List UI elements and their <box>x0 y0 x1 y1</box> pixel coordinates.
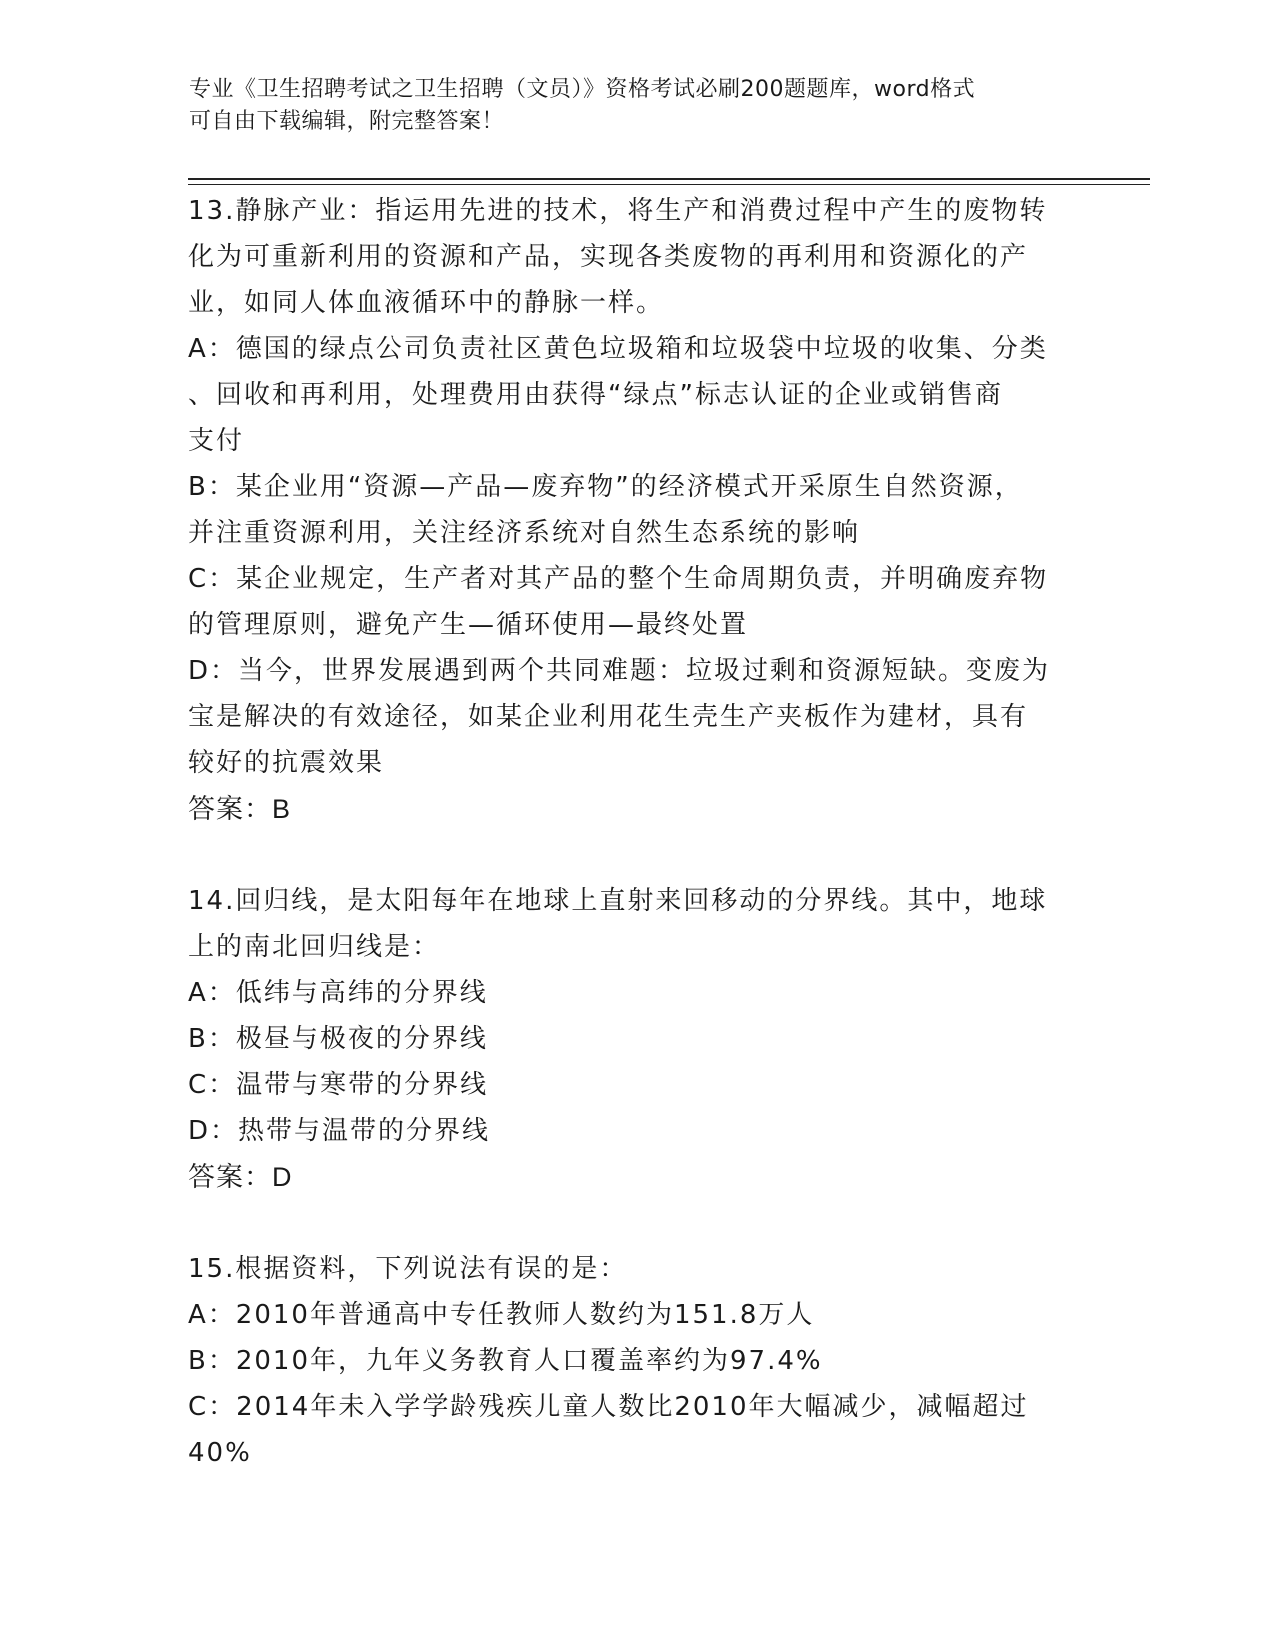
question-stem-line: 13.静脉产业：指运用先进的技术，将生产和消费过程中产生的废物转 <box>188 196 1048 226</box>
question-stem-line: 上的南北回归线是： <box>188 932 441 962</box>
option-line: 40% <box>188 1438 252 1468</box>
question-13 <box>188 188 1088 832</box>
option-line: B：某企业用“资源—产品—废弃物”的经济模式开采原生自然资源， <box>188 472 1023 502</box>
option-line: 宝是解决的有效途径，如某企业利用花生壳生产夹板作为建材，具有 <box>188 702 1029 732</box>
option-line: C：2014年未入学学龄残疾儿童人数比2010年大幅减少，减幅超过 <box>188 1392 1029 1422</box>
option-line: 、回收和再利用，处理费用由获得“绿点”标志认证的企业或销售商 <box>188 380 1003 410</box>
option-b <box>188 464 1088 556</box>
option-line: 较好的抗震效果 <box>188 748 385 778</box>
option-a: A：2010年普通高中专任教师人数约为151.8万人 <box>188 1300 815 1330</box>
question-spacer <box>188 1200 1088 1246</box>
option-line: 并注重资源利用，关注经济系统对自然生态系统的影响 <box>188 518 861 548</box>
page-header <box>189 74 1089 138</box>
question-15 <box>188 1246 1088 1476</box>
header-line-1: 专业《卫生招聘考试之卫生招聘（文员）》资格考试必刷200题题库，word格式 <box>189 77 976 102</box>
question-list <box>188 188 1088 1476</box>
question-stem-line: 业，如同人体血液循环中的静脉一样。 <box>188 288 665 318</box>
option-a <box>188 326 1088 464</box>
option-c: C：温带与寒带的分界线 <box>188 1070 489 1100</box>
question-stem-line: 化为可重新利用的资源和产品，实现各类废物的再利用和资源化的产 <box>188 242 1029 272</box>
question-stem-line: 14.回归线，是太阳每年在地球上直射来回移动的分界线。其中，地球 <box>188 886 1048 916</box>
question-spacer <box>188 832 1088 878</box>
option-line: C：某企业规定，生产者对其产品的整个生命周期负责，并明确废弃物 <box>188 564 1049 594</box>
option-c <box>188 556 1088 648</box>
question-stem-line: 15.根据资料，下列说法有误的是： <box>188 1254 628 1284</box>
header-line-2: 可自由下载编辑，附完整答案！ <box>189 109 505 134</box>
question-14 <box>188 878 1088 1200</box>
header-divider-thin <box>188 184 1150 185</box>
option-d: D：热带与温带的分界线 <box>188 1116 491 1146</box>
option-line: 的管理原则，避免产生—循环使用—最终处置 <box>188 610 749 640</box>
option-line: A：德国的绿点公司负责社区黄色垃圾箱和垃圾袋中垃圾的收集、分类 <box>188 334 1048 364</box>
answer-label: 答案：D <box>188 1162 293 1192</box>
option-line: D：当今，世界发展遇到两个共同难题：垃圾过剩和资源短缺。变废为 <box>188 656 1051 686</box>
option-c <box>188 1384 1088 1476</box>
option-d <box>188 648 1088 786</box>
answer-label: 答案：B <box>188 794 292 824</box>
option-b: B：极昼与极夜的分界线 <box>188 1024 488 1054</box>
header-divider-thick <box>188 178 1150 180</box>
option-b: B：2010年，九年义务教育人口覆盖率约为97.4% <box>188 1346 823 1376</box>
option-line: 支付 <box>188 426 245 456</box>
option-a: A：低纬与高纬的分界线 <box>188 978 488 1008</box>
